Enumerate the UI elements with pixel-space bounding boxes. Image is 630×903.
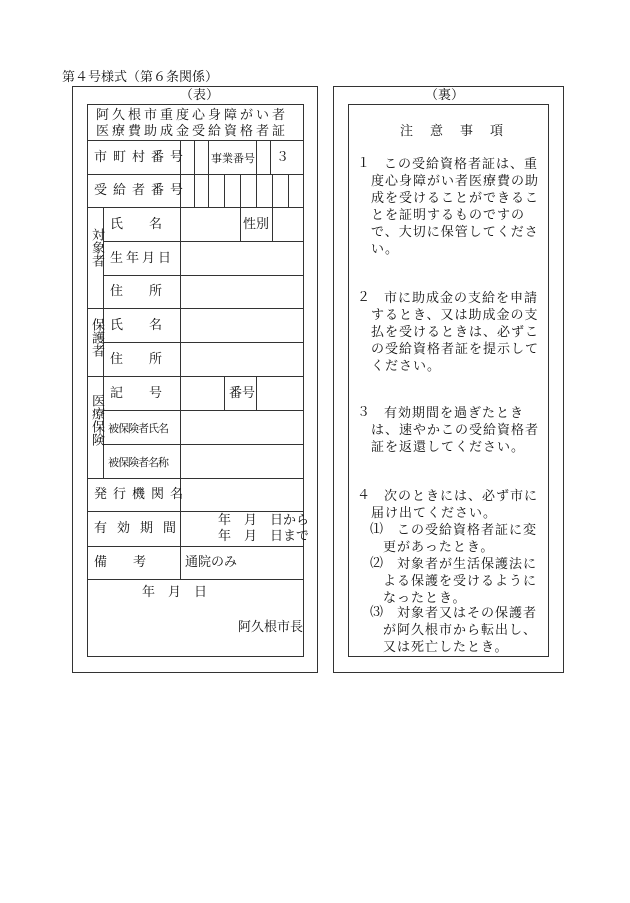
subject-group-label: 対象者 <box>89 228 104 267</box>
subnote-3-number: ⑶ <box>370 605 384 620</box>
subnote-3-text: 対象者又はその保護者が阿久根市から転出し、又は死亡したとき。 <box>383 606 538 655</box>
form-title: 第４号様式（第６条関係） <box>62 70 219 85</box>
subnote-1-number: ⑴ <box>370 522 384 537</box>
guardian-address-label: 住 所 <box>110 352 163 367</box>
guardian-name-label: 氏 名 <box>110 318 163 333</box>
symbol-label: 記 号 <box>110 386 163 401</box>
insured-name-label: 被保険者氏名 <box>108 422 168 435</box>
validity-label: 有効期間 <box>94 521 187 536</box>
note-2-number: ２ <box>357 290 371 305</box>
subject-name-label: 氏 名 <box>110 217 163 232</box>
subnote-2-number: ⑵ <box>370 556 384 571</box>
birthdate-label: 生年月日 <box>110 251 175 266</box>
note-3-text: 有効期間を過ぎたときは、速やかこの受給資格者証を返還してください。 <box>371 406 540 455</box>
remarks-label: 備 考 <box>94 555 147 570</box>
notes-title: 注 意 事 項 <box>400 124 506 139</box>
cert-title-line1: 阿久根市重度心身障がい者 <box>96 108 289 123</box>
issuer-label: 発行機関名 <box>94 487 190 502</box>
note-3-number: ３ <box>357 405 371 420</box>
insurer-name-label: 被保険者名称 <box>108 456 168 469</box>
back-header: （裏） <box>425 88 465 103</box>
insurance-group-label: 医療保険 <box>89 394 104 446</box>
note-4-number: ４ <box>357 488 371 503</box>
business-no-value: ３ <box>276 150 290 165</box>
subnote-2-text: 対象者が生活保護法による保護を受けるようになったとき。 <box>383 557 538 606</box>
note-1-text: この受給資格者証は、重度心身障がい者医療費の助成を受けることができることを証明するものですので、大切に保管してください。 <box>371 157 540 257</box>
cert-title-line2: 医療費助成金受給資格者証 <box>96 124 289 139</box>
front-header: （表） <box>180 88 220 103</box>
validity-from: 年 月 日から <box>218 513 310 528</box>
subnote-1-text: この受給資格者証に変更があったとき。 <box>383 523 538 555</box>
sex-label: 性別 <box>243 217 270 232</box>
municipality-no-label: 市町村番号 <box>94 150 190 165</box>
note-4-text: 次のときには、必ず市に届け出てください。 <box>371 489 539 521</box>
validity-to: 年 月 日まで <box>218 529 310 544</box>
note-1-number: １ <box>357 156 371 171</box>
business-no-label: 事業番号 <box>211 152 255 165</box>
remarks-value: 通院のみ <box>185 555 238 570</box>
number-label: 番号 <box>229 386 256 401</box>
note-2-text: 市に助成金の支給を申請するとき、又は助成金の支払を受けるときは、必ずこの受給資格者証を提示してください。 <box>371 291 540 374</box>
recipient-no-label: 受給者番号 <box>94 183 190 198</box>
guardian-group-label: 保護者 <box>89 318 104 357</box>
mayor-label: 阿久根市長 <box>238 620 304 635</box>
subject-address-label: 住 所 <box>110 284 163 299</box>
date-line: 年 月 日 <box>142 585 208 600</box>
